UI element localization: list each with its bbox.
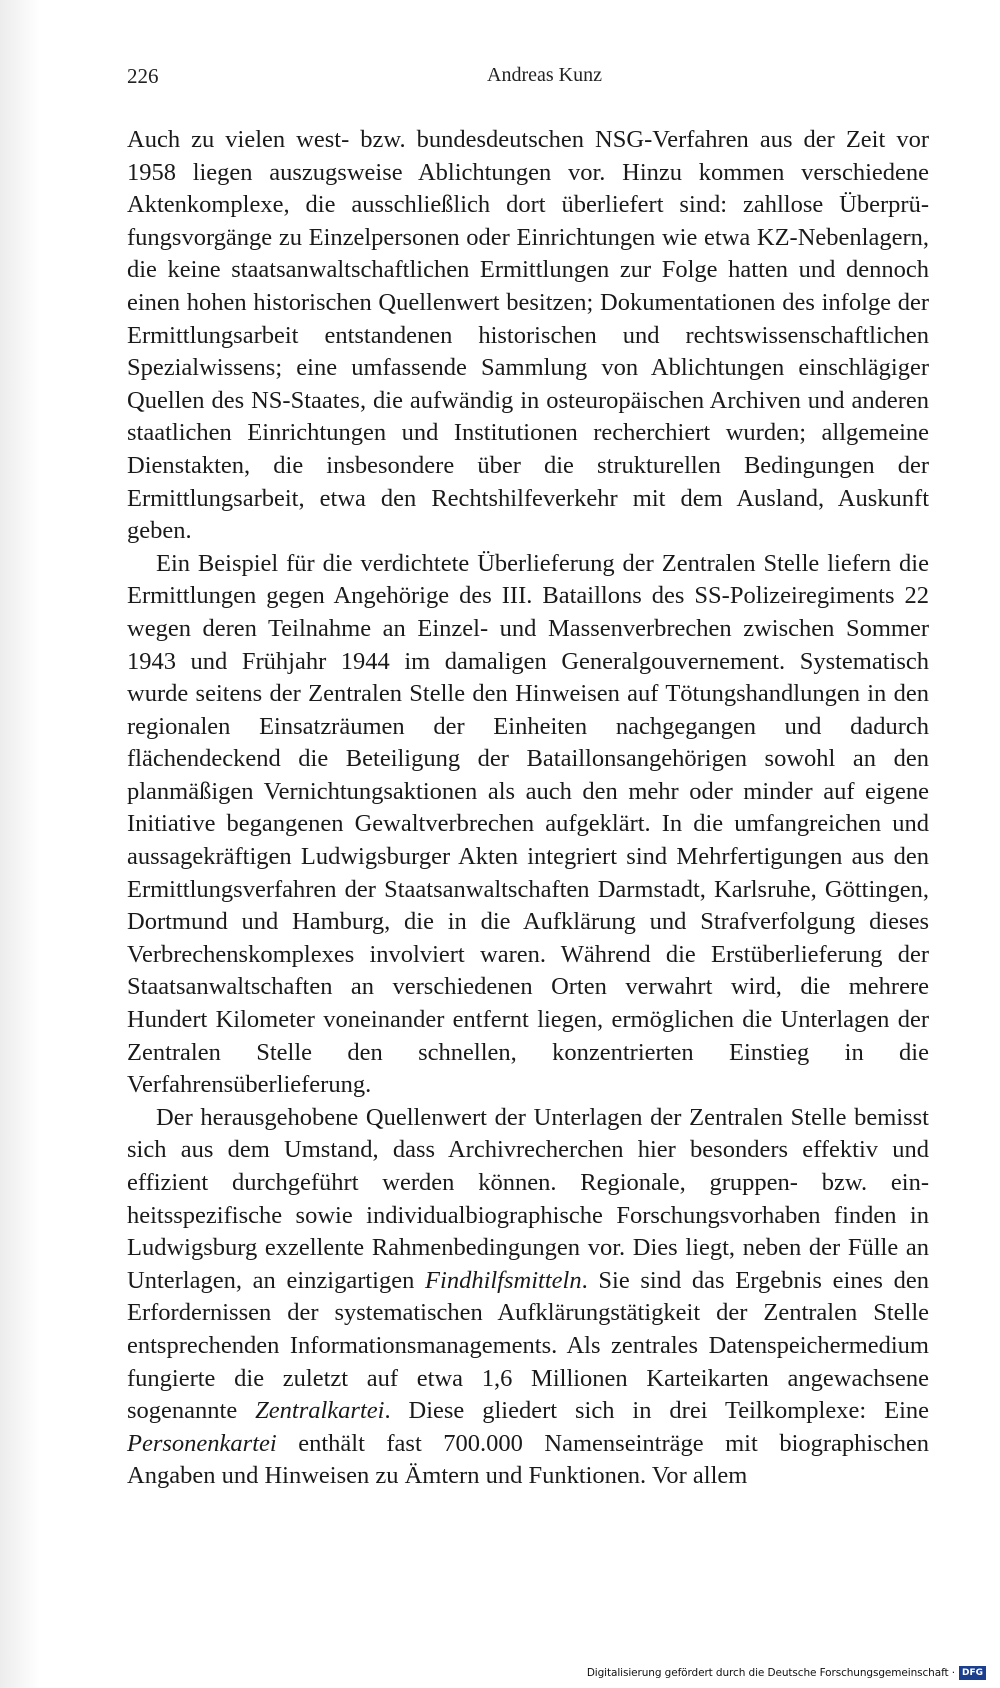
page-number: 226: [127, 64, 159, 88]
page-header: [127, 64, 937, 96]
text-run: Ein Beispiel für die verdichtete Überlieferung der Zentralen Stelle liefern die Ermittlungen gegen Angehörige des III. Bataillons des SS-Polizeiregiments 22 wegen deren Teilnahme an Einzel- und Massenverbrechen zwischen Sommer 1943 und Frühjahr 1944 im damaligen Generalgouvernement. Systematisch wurde seitens der Zentralen Stelle den Hinweisen auf Tötungshandlungen in den regionalen Einsatzräumen der Einheiten nachgegangen und dadurch flächendeckend die Beteiligung der Bataillonsangehörigen sowohl an den planmäßigen Vernichtungsaktionen als auch den mehr oder minder auf eigene Initiative begangenen Gewaltverbrechen aufgeklärt. In die umfangreichen und aussagekräftigen Ludwigsburger Akten integriert sind Mehrfertigungen aus den Ermittlungsverfahren der Staatsanwaltschaften Darmstadt, Karlsruhe, Göttingen, Dortmund und Hamburg, die in die Aufklärung und Strafverfolgung dieses Verbrechenskomplexes involviert waren. Während die Erstüberlieferung der Staatsanwaltschaften an verschiedenen Orten verwahrt wird, die mehrere Hundert Kilometer voneinander entfernt liegen, ermöglichen die Unterlagen der Zentralen Stelle den schnellen, konzentrierten Einstieg in die Verfahrensüberlieferung.: [127, 549, 929, 1099]
text-run: . Diese gliedert sich in drei Teilkomplexe: Eine: [384, 1397, 929, 1425]
text-run: Auch zu vielen west- bzw. bundesdeutschen NSG-Verfahren aus der Zeit vor 1958 liegen auszugsweise Ablichtungen vor. Hinzu kommen verschiedene Aktenkomplexe, die ausschließlich dort überliefert sind: zahllose Überprüfungsvorgänge zu Einzelpersonen oder Einrichtungen wie etwa KZ-Nebenlagern, die keine staatsanwaltschaftlichen Ermittlungen zur Folge hatten und dennoch einen hohen historischen Quellenwert besitzen; Dokumentationen des infolge der Ermittlungsarbeit entstandenen historischen und rechtswissenschaftlichen Spezialwissens; eine umfassende Sammlung von Ablichtungen einschlägiger Quellen des NS-Staates, die aufwändig in osteuropäischen Archiven und anderen staatlichen Einrichtungen und Institutionen recherchiert wurden; allgemeine Dienstakten, die insbesondere über die strukturellen Bedingungen der Ermittlungsarbeit, etwa den Rechtshilfeverkehr mit dem Ausland, Auskunft geben.: [127, 126, 929, 545]
dfg-logo: DFG: [959, 1666, 986, 1680]
italic-term: Personenkartei: [127, 1429, 277, 1457]
paragraph: [127, 548, 929, 1102]
running-head-author: Andreas Kunz: [487, 64, 602, 86]
text-run: Der herausgehobene Quellenwert der Unterlagen der Zentralen Stelle bemisst sich aus dem Umstand, dass Archivrecherchen hier besonders effektiv und effizient durchgeführt werden können. Regionale, gruppen- bzw. einheitsspezifische sowie individualbiographische Forschungsvorhaben finden in Ludwigsburg exzellente Rahmenbedingungen vor. Dies liegt, neben der Fülle an Unterlagen, an einzigartigen: [127, 1103, 929, 1294]
italic-term: Zentralkartei: [255, 1397, 385, 1425]
footer-credit: Digitalisierung gefördert durch die Deutsche Forschungsgemeinschaft ·: [586, 1667, 955, 1679]
digitization-footer: [587, 1665, 986, 1681]
text-run: . Sie sind das Ergebnis eines den Erfordernissen der systematischen Aufklärungstätigkeit der Zentralen Stelle entsprechenden Informationsmanagements. Als zentrales Datenspeichermedium fungierte die zuletzt auf etwa 1,6 Millionen Karteikarten angewachsene sogenannte: [127, 1266, 929, 1425]
text-run: enthält fast 700.000 Namenseinträge mit biographischen Angaben und Hinweisen zu Ämtern und Funktionen. Vor allem: [127, 1429, 929, 1490]
paragraph: [127, 124, 929, 548]
body-text: [127, 124, 929, 1493]
paragraph: [127, 1102, 929, 1493]
italic-term: Findhilfsmitteln: [425, 1266, 582, 1294]
scan-margin-shadow: [0, 0, 40, 1688]
